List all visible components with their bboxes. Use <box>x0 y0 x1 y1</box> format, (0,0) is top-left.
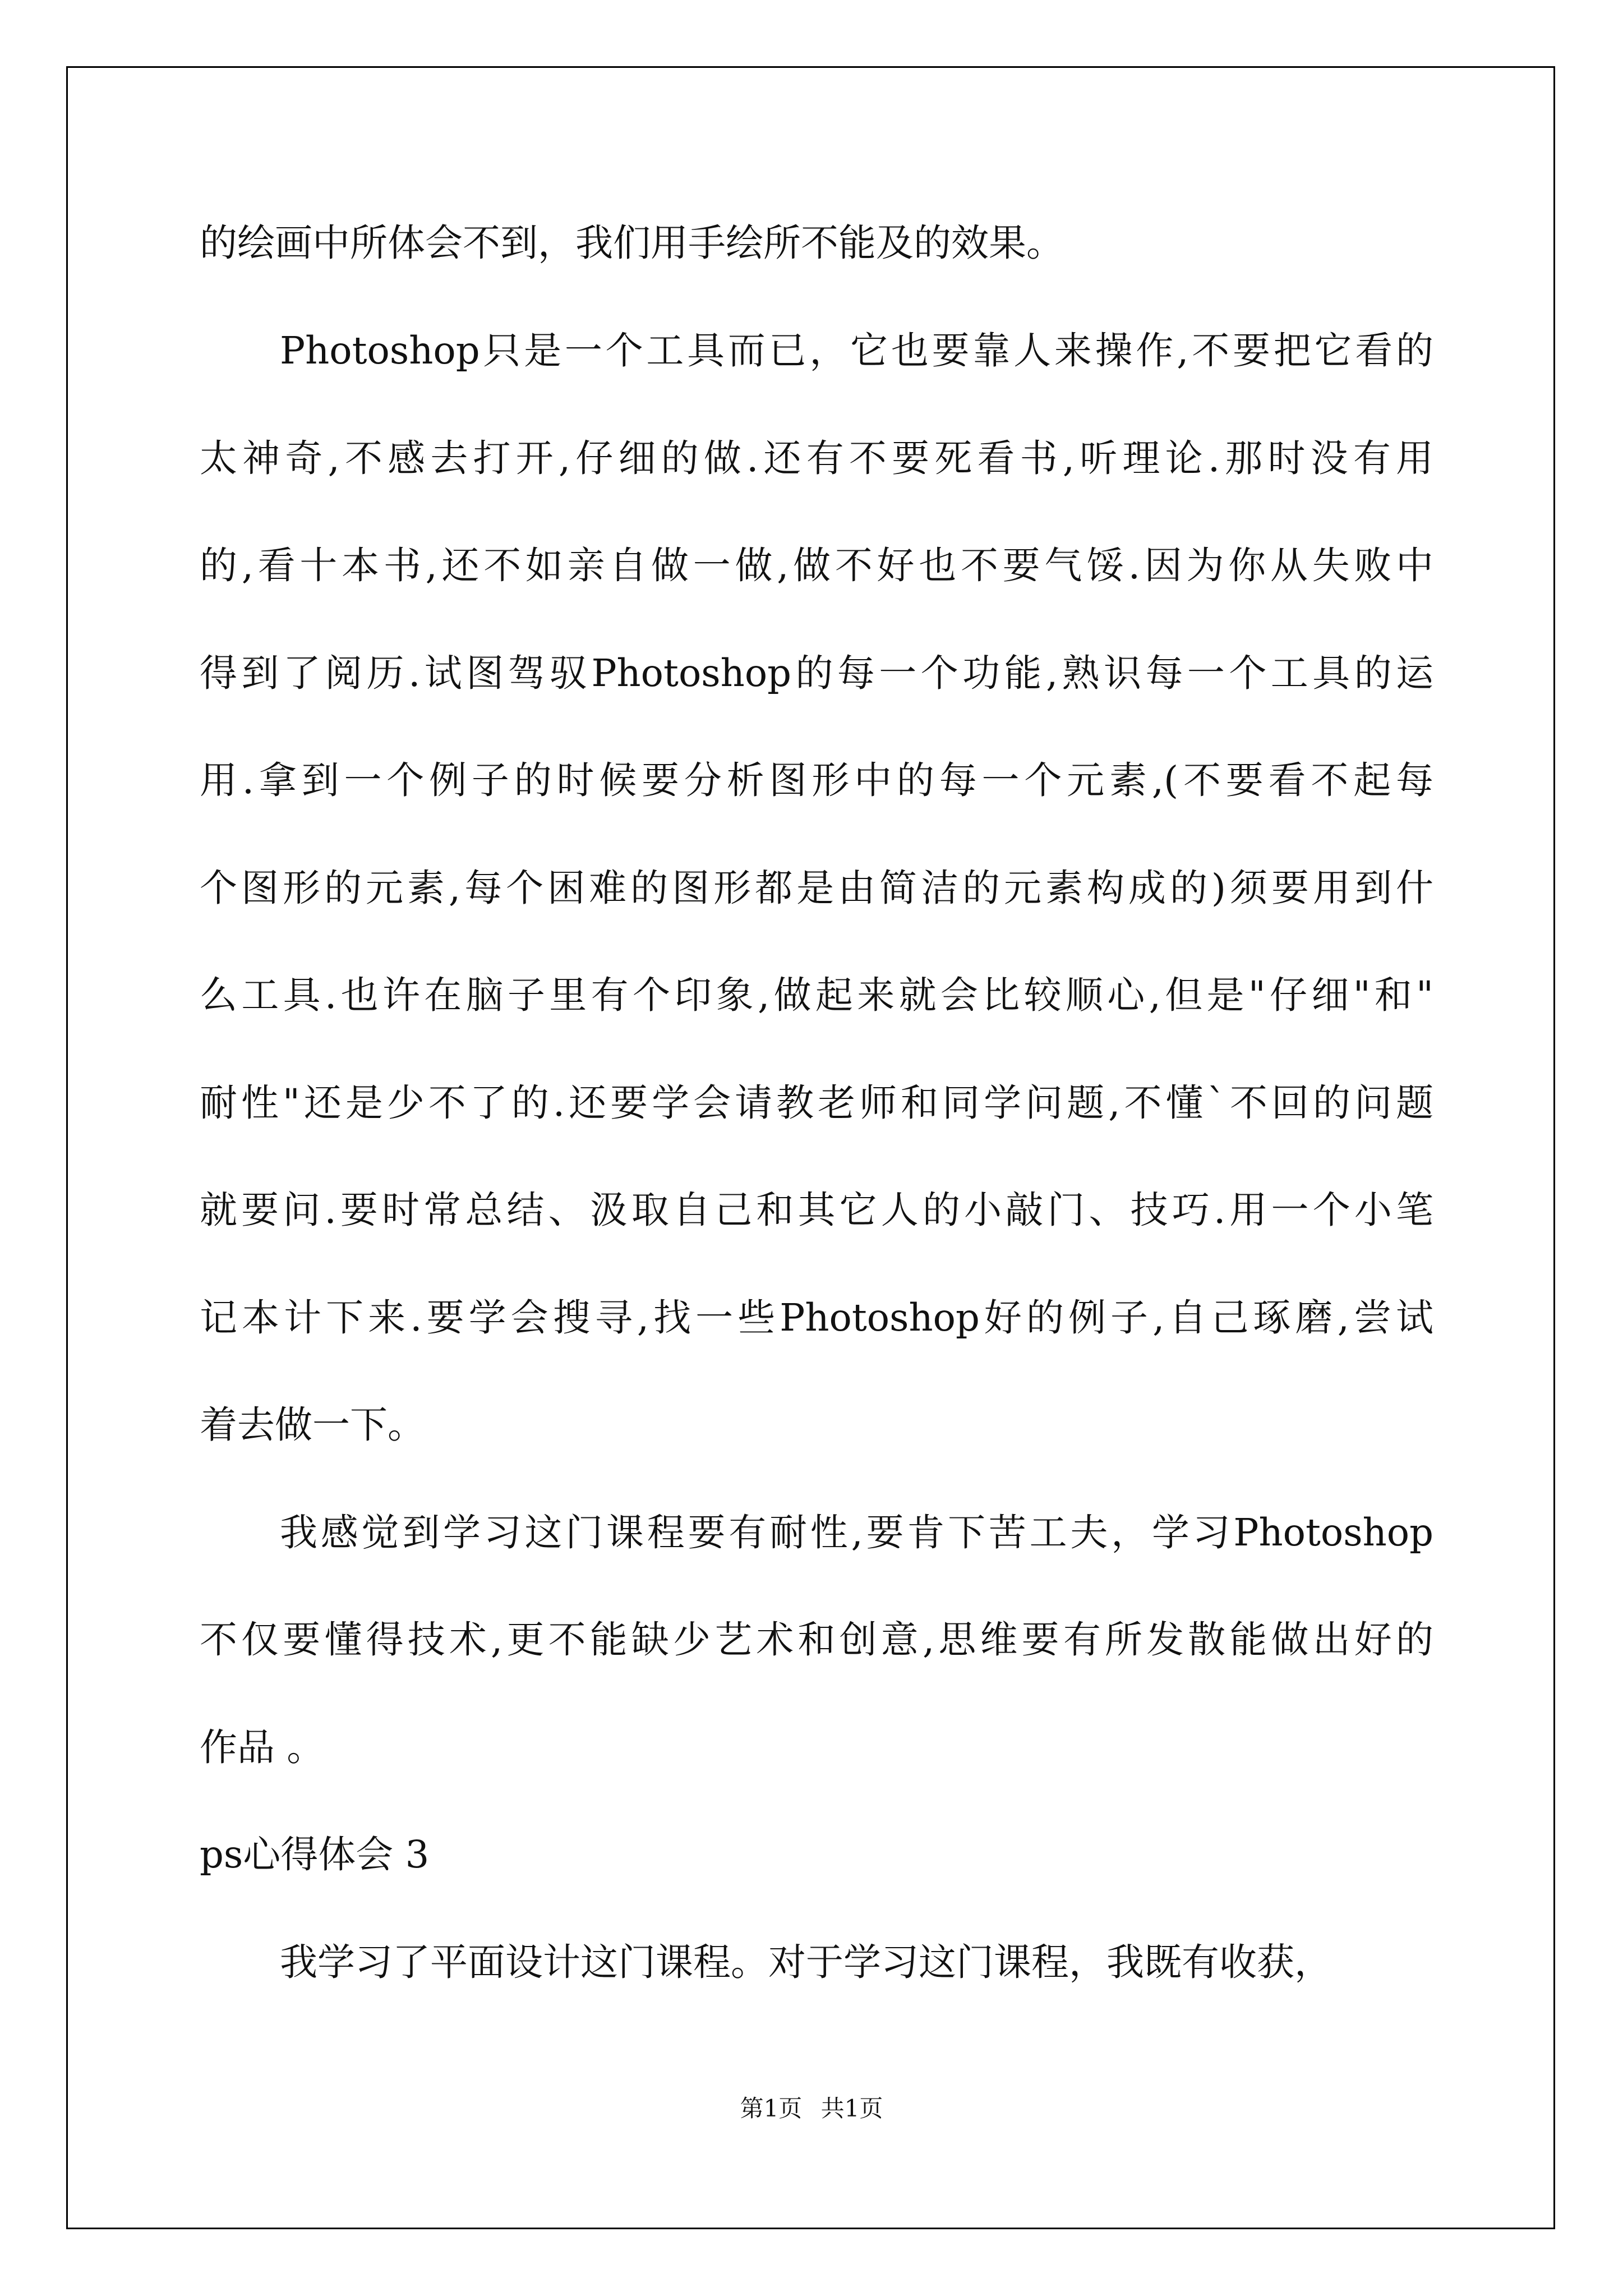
paragraph-line: 的,看十本书,还不如亲自做一做,做不好也不要气馁.因为你从失败中 <box>200 544 1433 587</box>
paragraph-line: 记本计下来.要学会搜寻,找一些Photoshop好的例子,自己琢磨,尝试 <box>200 1296 1433 1340</box>
page-border <box>66 66 1555 2229</box>
page-number: 第1页 <box>740 2095 803 2122</box>
page-footer <box>0 2097 1623 2120</box>
paragraph-line: 么工具.也许在脑子里有个印象,做起来就会比较顺心,但是"仔细"和" <box>200 973 1433 1017</box>
paragraph-line: 用.拿到一个例子的时候要分析图形中的每一个元素,(不要看不起每 <box>200 758 1433 802</box>
paragraph-line: 我感觉到学习这门课程要有耐性,要肯下苦工夫，学习Photoshop <box>280 1511 1433 1554</box>
paragraph-line: 不仅要懂得技术,更不能缺少艺术和创意,思维要有所发散能做出好的 <box>200 1618 1433 1662</box>
paragraph-line: 我学习了平面设计这门课程。对于学习这门课程，我既有收获， <box>280 1940 1332 1984</box>
paragraph-line: 太神奇,不感去打开,仔细的做.还有不要死看书,听理论.那时没有用 <box>200 436 1433 480</box>
paragraph-line: 就要问.要时常总结、汲取自己和其它人的小敲门、技巧.用一个小笔 <box>200 1188 1433 1232</box>
paragraph-line: 耐性"还是少不了的.还要学会请教老师和同学问题,不懂`不回的问题 <box>200 1081 1433 1125</box>
page-total: 共1页 <box>820 2095 883 2122</box>
section-heading: ps心得体会 3 <box>200 1833 430 1876</box>
paragraph-line: 作品 。 <box>200 1726 325 1769</box>
paragraph-line: 得到了阅历.试图驾驭Photoshop的每一个功能,熟识每一个工具的运 <box>200 651 1433 695</box>
paragraph-line: 的绘画中所体会不到，我们用手绘所不能及的效果。 <box>200 221 1064 265</box>
paragraph-line: 个图形的元素,每个困难的图形都是由简洁的元素构成的)须要用到什 <box>200 866 1433 910</box>
paragraph-line: Photoshop只是一个工具而已，它也要靠人来操作,不要把它看的 <box>280 329 1433 372</box>
paragraph-line: 着去做一下。 <box>200 1403 425 1447</box>
